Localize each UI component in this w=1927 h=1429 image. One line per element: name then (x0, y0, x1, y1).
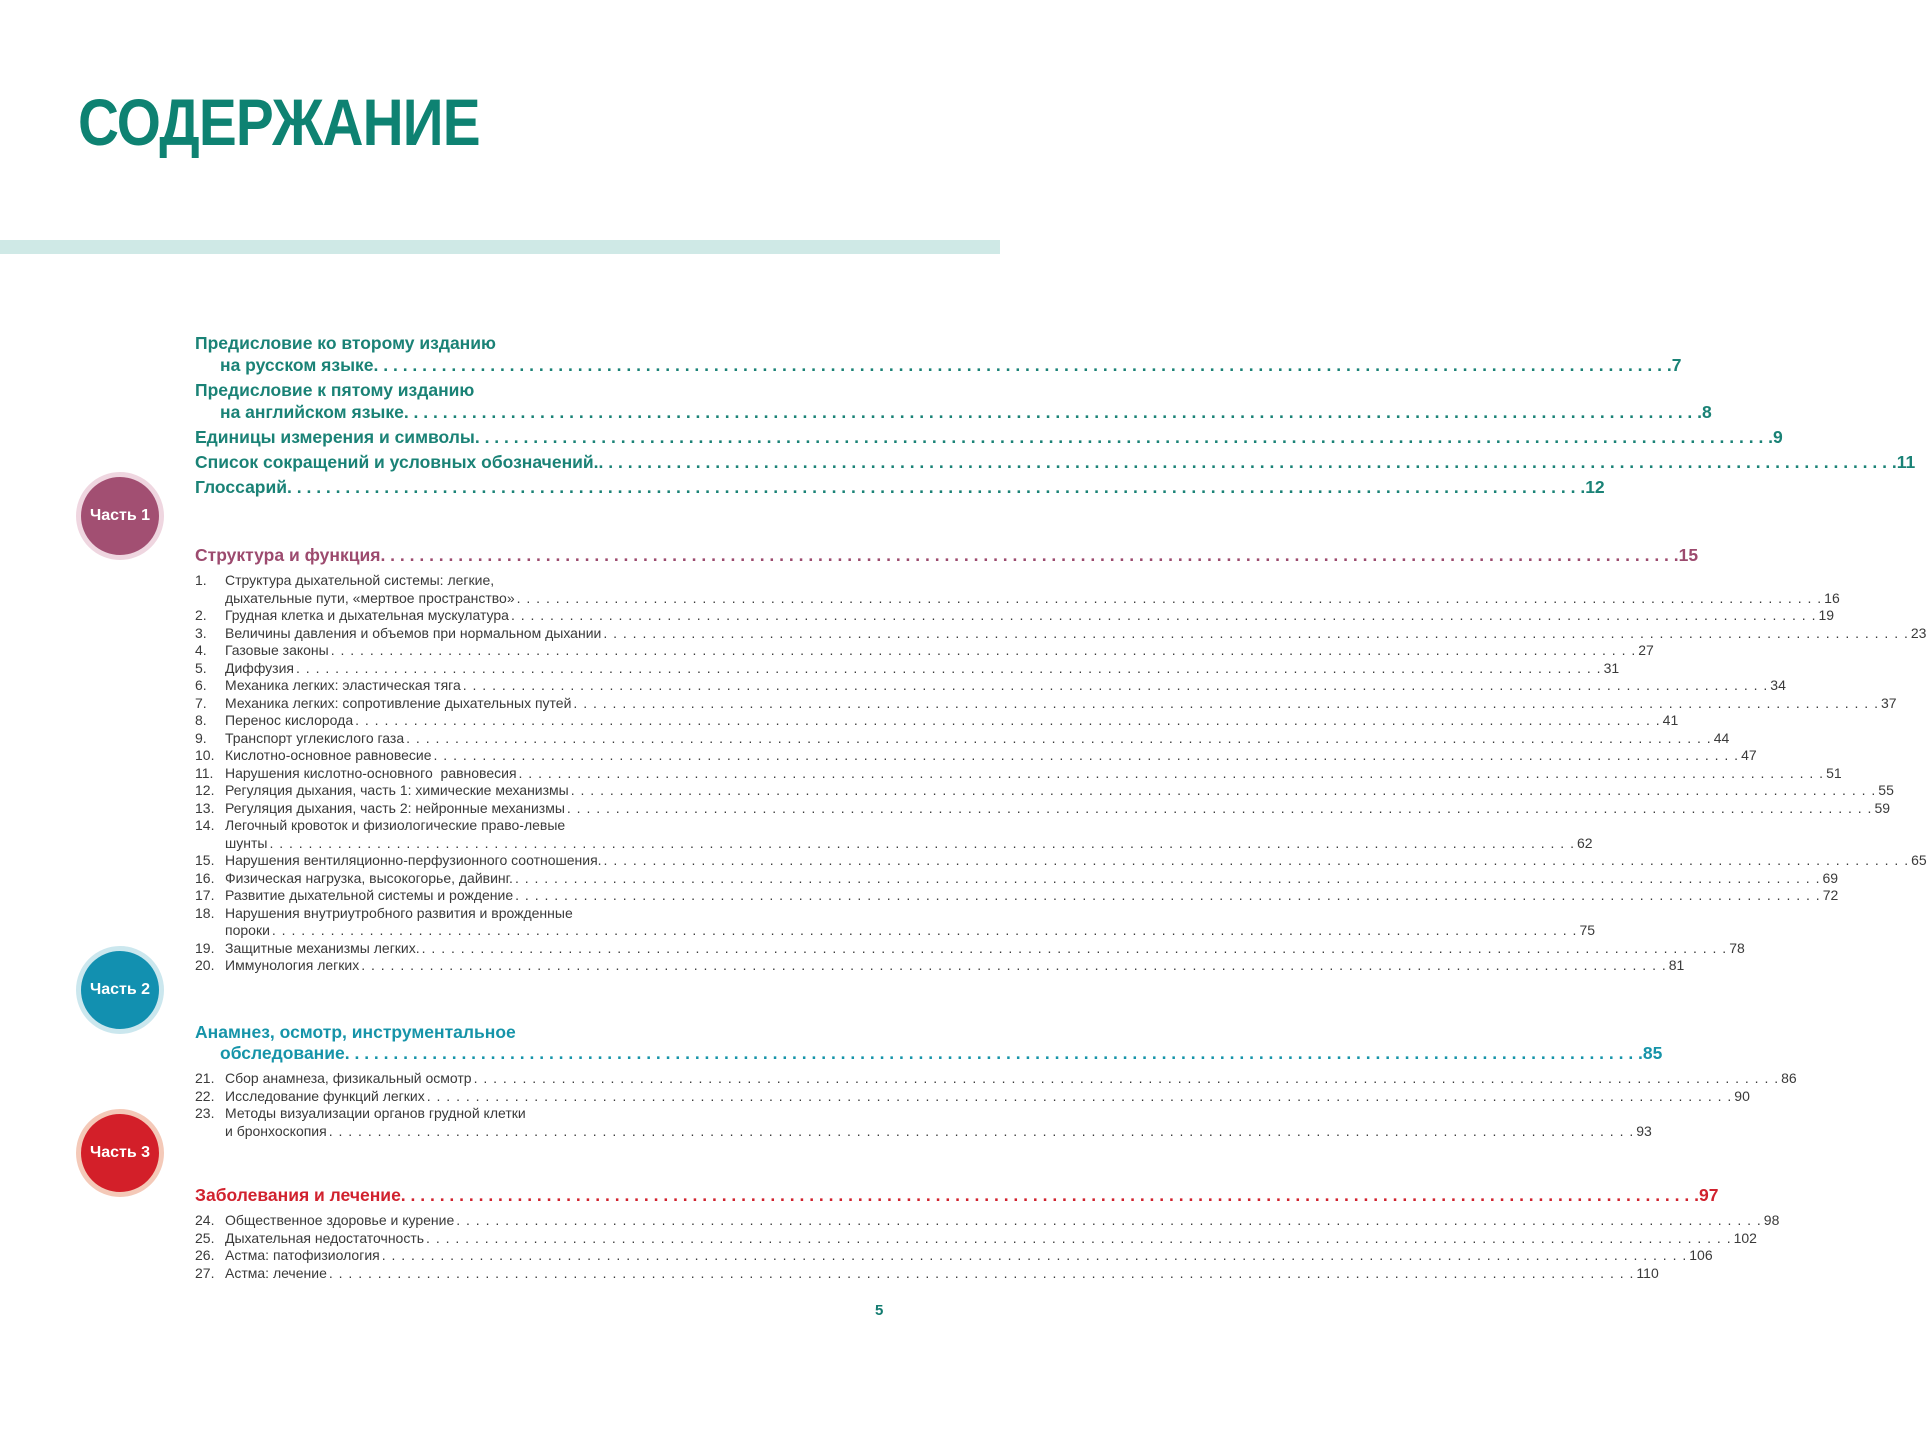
part-2-section (195, 1022, 1797, 1140)
chapter-number: 20. (195, 957, 215, 973)
chapter-number: 10. (195, 747, 215, 763)
leader-dots (296, 660, 1602, 678)
chapter-entry[interactable] (195, 747, 1757, 765)
chapter-entry[interactable] (195, 729, 1730, 748)
section-page-number: 97 (1698, 1185, 1719, 1205)
toc-entry[interactable] (195, 332, 1682, 376)
chapter-number: 27. (195, 1264, 215, 1281)
leader-dots (331, 642, 1637, 660)
section-page-number: 15 (1678, 545, 1699, 565)
toc-entry-label: на английском языке (220, 402, 404, 422)
chapter-entry[interactable] (195, 957, 1685, 975)
chapter-number: 14. (195, 817, 215, 833)
toc-entry-label: Предисловие к пятому изданию (195, 380, 475, 400)
chapter-title: Нарушения внутриутробного развития и врожденные (225, 904, 573, 921)
chapter-number: 21. (195, 1070, 215, 1086)
section-heading[interactable] (195, 1022, 1663, 1064)
chapter-page-number: 41 (1662, 712, 1679, 728)
chapter-page-number: 19 (1818, 607, 1835, 623)
leader-dots (567, 800, 1873, 818)
leader-dots (422, 940, 1728, 958)
leader-dots (474, 1070, 1780, 1088)
chapter-number: 6. (195, 677, 207, 693)
chapter-number: 1. (195, 572, 207, 588)
chapter-page-number: 86 (1781, 1070, 1797, 1086)
chapter-entry[interactable] (195, 624, 1927, 643)
chapter-page-number: 106 (1689, 1247, 1713, 1263)
chapter-number: 3. (195, 624, 207, 641)
leader-dots (345, 1043, 1643, 1064)
chapter-list (195, 1212, 1780, 1282)
leader-dots (463, 677, 1769, 695)
leader-dots (519, 765, 1825, 783)
front-matter-list (195, 332, 1916, 501)
chapter-title: Величины давления и объемов при нормальном дыхании (225, 624, 602, 641)
chapter-page-number: 31 (1603, 659, 1620, 676)
chapter-page-number: 75 (1579, 922, 1596, 938)
chapter-entry[interactable] (195, 572, 1840, 607)
chapter-number: 11. (195, 764, 214, 781)
chapter-entry[interactable] (195, 1070, 1797, 1088)
chapter-page-number: 69 (1822, 869, 1839, 886)
chapter-title: Нарушения кислотно-основного равновесия (225, 764, 517, 781)
chapter-entry[interactable] (195, 1247, 1713, 1265)
chapter-title: Механика легких: сопротивление дыхательных путей (225, 694, 572, 711)
chapter-title: Регуляция дыхания, часть 2: нейронные механизмы (225, 799, 565, 816)
chapter-entry[interactable] (195, 817, 1593, 852)
chapter-title: Диффузия (225, 659, 295, 676)
leader-dots (515, 887, 1821, 905)
toc-entry-label: Единицы измерения и символы (195, 427, 475, 447)
leader-dots (511, 607, 1817, 625)
chapter-number: 5. (195, 659, 207, 676)
chapter-title: Транспорт углекислого газа (225, 729, 405, 746)
leader-dots (269, 835, 1575, 853)
chapter-entry[interactable] (195, 659, 1620, 678)
chapter-page-number: 93 (1636, 1122, 1652, 1139)
chapter-entry[interactable] (195, 1229, 1757, 1248)
section-heading[interactable] (195, 545, 1699, 566)
chapter-title: Дыхательная недостаточность (225, 1229, 425, 1246)
leader-dots (382, 1247, 1688, 1265)
chapter-title: Кислотно-основное равновесие (225, 747, 432, 763)
chapter-title: Регуляция дыхания, часть 1: химические механизмы (225, 782, 569, 798)
chapter-number: 26. (195, 1247, 215, 1263)
toc-entry[interactable] (195, 451, 1916, 473)
leader-dots (401, 1185, 1699, 1206)
chapter-title: Исследование функций легких (225, 1087, 425, 1104)
chapter-title: Иммунология легких (225, 957, 360, 973)
chapter-entry[interactable] (195, 1087, 1750, 1106)
leader-dots (456, 1212, 1762, 1230)
chapter-page-number: 44 (1713, 729, 1730, 746)
chapter-list (195, 1070, 1797, 1140)
chapter-entry[interactable] (195, 694, 1897, 713)
leader-dots (272, 922, 1578, 940)
part-3-badge[interactable]: Часть 3 (76, 1109, 164, 1197)
chapter-entry[interactable] (195, 887, 1839, 905)
chapter-title: Сбор анамнеза, физикальный осмотр (225, 1070, 472, 1086)
chapter-title: пороки (225, 922, 270, 938)
chapter-page-number: 110 (1636, 1264, 1659, 1281)
chapter-page-number: 37 (1880, 694, 1897, 711)
chapter-title: Грудная клетка и дыхательная мускулатура (225, 607, 509, 623)
leader-dots (380, 545, 1678, 566)
chapter-title: Нарушения вентиляционно-перфузионного соотношения. (225, 852, 602, 868)
leader-dots (603, 625, 1909, 643)
chapter-title: Структура дыхательной системы: легкие, (225, 572, 495, 588)
leader-dots (599, 451, 1897, 473)
chapter-entry[interactable] (195, 869, 1839, 888)
chapter-title: Развитие дыхательной системы и рождение (225, 887, 514, 903)
part-2-badge[interactable]: Часть 2 (76, 946, 164, 1034)
section-title: обследование (220, 1043, 345, 1063)
chapter-number: 12. (195, 782, 215, 798)
leader-dots (404, 401, 1702, 423)
chapter-number: 25. (195, 1229, 215, 1246)
chapter-entry[interactable] (195, 904, 1596, 940)
chapter-title: Методы визуализации органов грудной клетки (225, 1105, 526, 1121)
chapter-entry[interactable] (195, 712, 1679, 730)
chapter-title: Астма: лечение (225, 1264, 327, 1281)
chapter-page-number: 102 (1733, 1229, 1757, 1246)
chapter-number: 9. (195, 729, 207, 746)
chapter-title: Астма: патофизиология (225, 1247, 380, 1263)
chapter-entry[interactable] (195, 642, 1654, 660)
chapter-page-number: 47 (1741, 747, 1757, 763)
chapter-number: 17. (195, 887, 215, 903)
toc-entry-label: Список сокращений и условных обозначений. (195, 452, 599, 472)
part-1-badge[interactable]: Часть 1 (76, 472, 164, 560)
chapter-title: шунты (225, 834, 268, 851)
section-page-number: 85 (1642, 1043, 1663, 1063)
chapter-number: 24. (195, 1212, 215, 1228)
leader-dots (517, 590, 1823, 608)
leader-dots (406, 730, 1712, 748)
chapter-page-number: 90 (1734, 1087, 1750, 1104)
leader-dots (329, 1265, 1635, 1283)
chapter-entry[interactable] (195, 1212, 1780, 1230)
chapter-entry[interactable] (195, 607, 1835, 625)
toc-page-number: 9 (1773, 427, 1783, 447)
chapter-title: Защитные механизмы легких. (225, 939, 420, 956)
chapter-number: 16. (195, 869, 215, 886)
leader-dots (427, 1088, 1733, 1106)
chapter-number: 7. (195, 694, 207, 711)
chapter-page-number: 78 (1729, 939, 1745, 956)
chapter-page-number: 98 (1763, 1212, 1780, 1228)
leader-dots (426, 1230, 1732, 1248)
chapter-entry[interactable] (195, 799, 1891, 818)
leader-dots (355, 712, 1661, 730)
chapter-number: 15. (195, 852, 215, 868)
chapter-number: 22. (195, 1087, 215, 1104)
section-title: Анамнез, осмотр, инструментальное (195, 1022, 516, 1042)
chapter-entry[interactable] (195, 1264, 1659, 1283)
page-title: СОДЕРЖАНИЕ (78, 85, 480, 159)
chapter-entry[interactable] (195, 939, 1745, 958)
section-heading[interactable] (195, 1185, 1719, 1206)
chapter-number: 4. (195, 642, 207, 658)
title-divider-band (0, 240, 1000, 254)
toc-page-number: 11 (1896, 452, 1916, 472)
chapter-page-number: 72 (1822, 887, 1839, 903)
leader-dots (573, 695, 1879, 713)
chapter-page-number: 65 (1911, 852, 1927, 868)
chapter-title: дыхательные пути, «мертвое пространство» (225, 589, 515, 606)
page-number: 5 (875, 1302, 884, 1319)
leader-dots (434, 747, 1740, 765)
leader-dots (287, 476, 1585, 498)
chapter-entry[interactable] (195, 852, 1927, 870)
chapter-title: Физическая нагрузка, высокогорье, дайвинг. (225, 869, 513, 886)
chapter-number: 8. (195, 712, 207, 728)
toc-entry-label: Предисловие ко второму изданию (195, 333, 496, 353)
chapter-title: Легочный кровоток и физиологические право-левые (225, 817, 566, 833)
chapter-page-number: 81 (1668, 957, 1685, 973)
toc-page-number: 7 (1671, 355, 1682, 375)
chapter-title: и бронхоскопия (225, 1122, 327, 1139)
chapter-number: 13. (195, 799, 215, 816)
part-1-section (195, 545, 1927, 975)
toc-entry-label: Глоссарий (195, 477, 288, 497)
chapter-list (195, 572, 1927, 975)
leader-dots (515, 870, 1821, 888)
chapter-page-number: 27 (1638, 642, 1654, 658)
chapter-entry[interactable] (195, 764, 1842, 783)
chapter-page-number: 59 (1874, 799, 1891, 816)
toc-entry[interactable] (195, 379, 1712, 423)
chapter-page-number: 16 (1824, 589, 1840, 606)
leader-dots (604, 852, 1910, 870)
chapter-title: Перенос кислорода (225, 712, 354, 728)
chapter-number: 18. (195, 904, 215, 921)
chapter-number: 23. (195, 1105, 215, 1121)
chapter-page-number: 34 (1770, 677, 1786, 693)
section-title: Структура и функция (195, 545, 381, 565)
section-title: Заболевания и лечение (195, 1185, 401, 1205)
toc-entry[interactable] (195, 426, 1783, 448)
toc-entry-label: на русском языке (220, 355, 374, 375)
chapter-entry[interactable] (195, 677, 1786, 695)
leader-dots (475, 426, 1773, 448)
chapter-page-number: 62 (1576, 834, 1593, 851)
leader-dots (329, 1123, 1635, 1141)
toc-entry[interactable] (195, 476, 1605, 498)
part-3-section (195, 1185, 1780, 1282)
chapter-entry[interactable] (195, 782, 1894, 800)
leader-dots (361, 957, 1667, 975)
chapter-entry[interactable] (195, 1105, 1652, 1140)
chapter-page-number: 55 (1878, 782, 1894, 798)
chapter-title: Газовые законы (225, 642, 329, 658)
chapter-title: Механика легких: эластическая тяга (225, 677, 461, 693)
leader-dots (374, 354, 1672, 376)
chapter-page-number: 23 (1910, 624, 1927, 641)
chapter-number: 19. (195, 939, 215, 956)
chapter-number: 2. (195, 607, 207, 623)
chapter-page-number: 51 (1826, 764, 1842, 781)
chapter-title: Общественное здоровье и курение (225, 1212, 455, 1228)
toc-page-number: 8 (1702, 402, 1712, 422)
toc-page-number: 12 (1585, 477, 1605, 497)
leader-dots (571, 782, 1877, 800)
